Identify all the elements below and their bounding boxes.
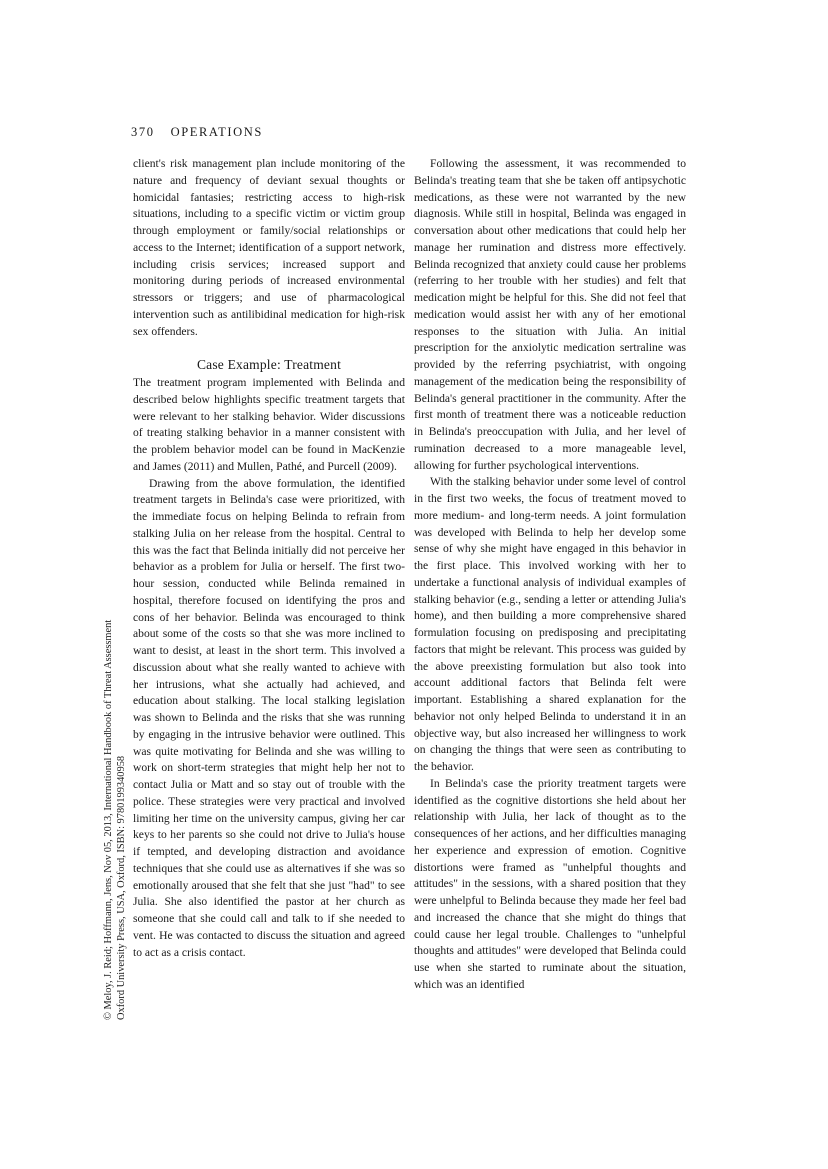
copyright-line-1: © Meloy, J. Reid; Hoffmann, Jens, Nov 05, 2013, International Handbook of Threat Assessment	[103, 619, 114, 1020]
paragraph-cognitive-distortions: In Belinda's case the priority treatment targets were identified as the cognitive distortions she held about her relationship with Julia, her lack of thought as to the consequences of her actions, and her difficulties managing her experience and expression of emotion. Cognitive distortions were framed as "unhelpful thoughts and attitudes" in the sessions, with a shared position that they were unhelpful to Belinda because they made her feel bad and increased the chance that she might do things that could cause her legal trouble. Challenges to "unhelpful thoughts and attitudes" were developed that Belinda could use when she started to ruminate about the situation, which was an identified	[414, 776, 686, 991]
running-head	[131, 125, 263, 140]
paragraph-risk-plan: client's risk management plan include monitoring of the nature and frequency of deviant sexual thoughts or homicidal fantasies; restricting access to high-risk situations, including to a specific victim or victim group through employment or family/social relationships or access to the Internet; identification of a support network, including crisis services; increased support and monitoring during periods of increased environmental stressors or triggers; and use of pharmacological intervention such as antilibidinal medication for high-risk sex offenders.	[133, 157, 405, 338]
copyright-line-2: Oxford University Press, USA, Oxford, ISBN: 9780199340958	[115, 755, 127, 1020]
copyright-notice	[103, 492, 133, 1020]
paragraph-treatment-targets: Drawing from the above formulation, the identified treatment targets in Belinda's case were prioritized, with the immediate focus on helping Belinda to refrain from stalking Julia on her release from the hospital. Central to this was the fact that Belinda initially did not perceive her behavior as a problem for Julia or herself. The first two-hour session, conducted while Belinda remained in hospital, therefore focused on identifying the pros and cons of her behavior. Belinda was encouraged to think about some of the costs so that she was more inclined to want to desist, at least in the short term. This involved a discussion about what she really wanted to achieve with her intrusions, what she actually had achieved, and education about stalking. The local stalking legislation was shown to Belinda and the risks that she was running by engaging in the intrusive behavior were outlined. This was quite motivating for Belinda and she was willing to work on short-term strategies that might help her not to contact Julia or Matt and so stay out of trouble with the police. These strategies were very practical and involved limiting her time on the university campus, giving her car keys to her parents so she could not drive to Julia's house if tempted, and developing distraction and avoidance techniques that she could use as alternatives if she was so emotionally aroused that she felt that she just "had" to see Julia. She also identified the pastor at her church as someone that she could call and talk to if she needed to vent. He was contacted to discuss the situation and agreed to act as a crisis contact.	[133, 476, 405, 959]
paragraph-formulation: With the stalking behavior under some level of control in the first two weeks, the focus of treatment moved to more medium- and long-term needs. A joint formulation was developed with Belinda to help her develop some sense of why she might have engaged in this behavior in the first place. This involved working with her to undertake a functional analysis of individual examples of stalking behavior (e.g., sending a letter or attending Julia's home), and then building a more comprehensive shared formulation focusing on predisposing and precipitating factors that might be relevant. This process was guided by the above preexisting formulation but also took into account additional factors that Belinda felt were important. Establishing a shared explanation for the behavior not only helped Belinda to understand it in an objective way, but also increased her willingness to work on changing the things that were seen as contributing to the behavior.	[414, 475, 686, 773]
section-name: OPERATIONS	[170, 125, 263, 139]
left-column	[133, 156, 405, 961]
paragraph-medication: Following the assessment, it was recommended to Belinda's treating team that she be taken off antipsychotic medications, as these were not warranted by the new diagnosis. While still in hospital, Belinda was engaged in conversation about other medications that could help her manage her rumination and distress more effectively. Belinda recognized that anxiety could cause her problems (referring to her trouble with her studies) and felt that medication might be helpful for this. She did not feel that medication would assist her with any of her emotional responses to the situation with Julia. An initial prescription for the anxiolytic medication sertraline was provided by the referring psychiatrist, with ongoing management of the medication being the responsibility of Belinda's general practitioner in the community. After the first month of treatment there was a noticeable reduction in Belinda's preoccupation with Julia, and her level of rumination decreased to a more manageable level, allowing for further psychological interventions.	[414, 157, 686, 472]
right-column	[414, 156, 686, 994]
page-number: 370	[131, 125, 155, 139]
paragraph-treatment-program: The treatment program implemented with Belinda and described below highlights specific treatment targets that were relevant to her stalking behavior. Wider discussions of treating stalking behavior in a manner consistent with the problem behavior model can be found in MacKenzie and James (2011) and Mullen, Pathé, and Purcell (2009).	[133, 376, 405, 473]
section-title: Case Example: Treatment	[196, 357, 342, 373]
